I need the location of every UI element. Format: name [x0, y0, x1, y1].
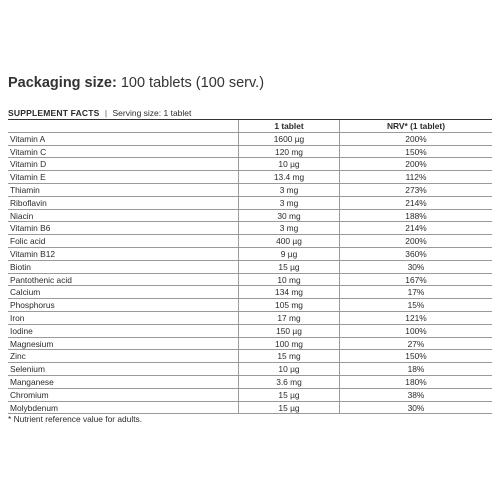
nutrient-nrv: 360%: [405, 248, 427, 259]
table-row: [8, 171, 492, 184]
table-row: [8, 286, 492, 299]
nutrient-nrv: 100%: [405, 325, 427, 336]
nutrient-name: Thiamin: [10, 184, 40, 195]
header-nrv: NRV* (1 tablet): [386, 121, 445, 131]
footnote: * Nutrient reference value for adults.: [8, 414, 143, 424]
nutrient-nrv: 38%: [407, 389, 425, 400]
packaging-size: [8, 74, 264, 92]
nutrient-name: Manganese: [10, 376, 54, 387]
table-row: [8, 274, 492, 287]
table-row: [8, 197, 492, 210]
nutrient-amount: 15 mg: [238, 350, 340, 362]
nutrient-amount: 10 µg: [238, 363, 340, 375]
nutrient-name: Molybdenum: [10, 402, 58, 413]
nutrient-amount: 100 mg: [238, 338, 340, 350]
nutrient-name: Magnesium: [10, 338, 54, 349]
nutrient-name: Iron: [10, 312, 25, 323]
table-row: [8, 248, 492, 261]
nutrient-nrv: 188%: [405, 210, 427, 221]
nutrient-amount: 105 mg: [238, 299, 340, 311]
table-row: [8, 222, 492, 235]
nutrient-amount: 10 mg: [238, 274, 340, 286]
nutrient-amount: 1600 µg: [238, 133, 340, 145]
nutrient-amount: 134 mg: [238, 286, 340, 298]
nutrient-nrv: 200%: [405, 236, 427, 247]
packaging-size-value: 100 tablets (100 serv.): [120, 75, 265, 91]
table-row: [8, 363, 492, 376]
nutrient-nrv: 214%: [405, 197, 427, 208]
nutrient-name: Folic acid: [10, 236, 46, 247]
nutrient-amount: 15 µg: [238, 402, 340, 414]
nutrient-nrv: 150%: [405, 146, 427, 157]
header-separator: |: [104, 108, 108, 118]
table-row: [8, 184, 492, 197]
nutrient-amount: 3 mg: [238, 184, 340, 196]
nutrient-name: Riboflavin: [10, 197, 47, 208]
table-row: [8, 158, 492, 171]
nutrient-amount: 9 µg: [238, 248, 340, 260]
nutrient-name: Selenium: [10, 364, 45, 375]
nutrient-nrv: 150%: [405, 351, 427, 362]
nutrient-name: Vitamin C: [10, 146, 47, 157]
table-row: [8, 133, 492, 146]
nutrient-name: Niacin: [10, 210, 34, 221]
nutrient-amount: 150 µg: [238, 325, 340, 337]
nutrient-amount: 400 µg: [238, 235, 340, 247]
supplement-facts-header: [8, 108, 191, 118]
nutrient-name: Vitamin A: [10, 133, 46, 144]
packaging-size-label: Packaging size:: [8, 75, 117, 91]
nutrient-amount: 15 µg: [238, 389, 340, 401]
table-row: [8, 402, 492, 415]
nutrient-nrv: 17%: [407, 287, 425, 298]
nutrient-nrv: 214%: [405, 223, 427, 234]
nutrient-name: Vitamin E: [10, 172, 46, 183]
nutrient-name: Chromium: [10, 389, 49, 400]
supplement-facts-title: SUPPLEMENT FACTS: [8, 108, 100, 118]
nutrient-amount: 30 mg: [238, 210, 340, 222]
nutrient-nrv: 200%: [405, 133, 427, 144]
nutrient-amount: 10 µg: [238, 158, 340, 170]
nutrient-nrv: 27%: [407, 338, 425, 349]
header-nutrient: [8, 120, 238, 132]
table-row: [8, 299, 492, 312]
nutrient-nrv: 167%: [405, 274, 427, 285]
table-row: [8, 312, 492, 325]
nutrient-amount: 13.4 mg: [238, 171, 340, 183]
table-row: [8, 146, 492, 159]
nutrient-name: Zinc: [10, 351, 26, 362]
nutrient-nrv: 121%: [405, 312, 427, 323]
nutrient-name: Biotin: [10, 261, 31, 272]
nutrient-nrv: 180%: [405, 376, 427, 387]
nutrient-amount: 17 mg: [238, 312, 340, 324]
nutrient-name: Phosphorus: [10, 300, 55, 311]
serving-size: Serving size: 1 tablet: [112, 108, 192, 118]
nutrient-name: Calcium: [10, 287, 41, 298]
nutrient-nrv: 273%: [405, 184, 427, 195]
nutrient-name: Iodine: [10, 325, 33, 336]
nutrient-nrv: 30%: [407, 261, 425, 272]
header-amount: 1 tablet: [238, 120, 340, 132]
table-row: [8, 350, 492, 363]
table-row: [8, 261, 492, 274]
nutrient-amount: 120 mg: [238, 146, 340, 158]
table-row: [8, 338, 492, 351]
nutrient-nrv: 112%: [405, 172, 427, 183]
nutrient-name: Vitamin B12: [10, 248, 56, 259]
nutrient-nrv: 200%: [405, 159, 427, 170]
table-row: [8, 376, 492, 389]
nutrient-name: Vitamin D: [10, 159, 47, 170]
table-row: [8, 325, 492, 338]
nutrient-amount: 3 mg: [238, 222, 340, 234]
nutrient-amount: 15 µg: [238, 261, 340, 273]
table-row: [8, 389, 492, 402]
nutrient-nrv: 30%: [407, 402, 425, 413]
nutrient-nrv: 15%: [407, 300, 425, 311]
nutrient-amount: 3.6 mg: [238, 376, 340, 388]
nutrient-name: Vitamin B6: [10, 223, 51, 234]
table-header-row: [8, 120, 492, 133]
table-row: [8, 210, 492, 223]
table-row: [8, 235, 492, 248]
nutrient-amount: 3 mg: [238, 197, 340, 209]
nutrient-name: Pantothenic acid: [10, 274, 72, 285]
supplement-facts-table: [8, 119, 492, 414]
nutrient-nrv: 18%: [407, 364, 425, 375]
